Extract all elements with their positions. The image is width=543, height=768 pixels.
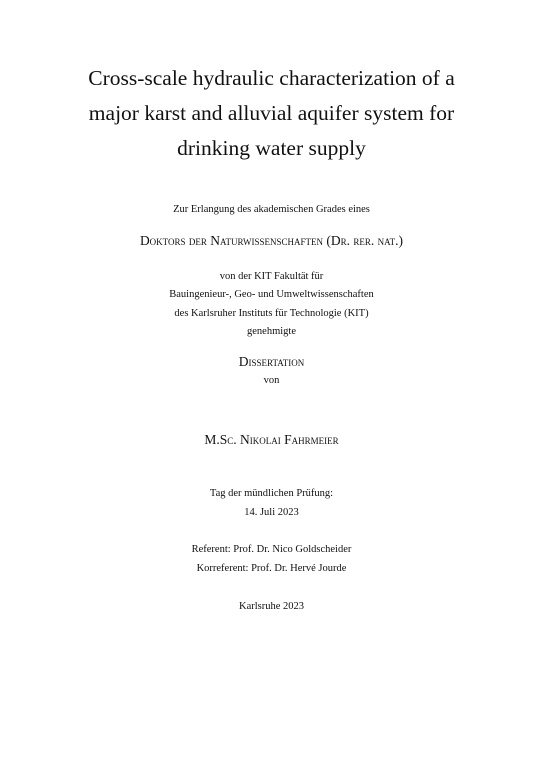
title-line-2: major karst and alluvial aquifer system for [88, 101, 455, 125]
author-name: M.Sc. Nikolai Fahrmeier [204, 432, 339, 447]
degree-title: Doktors der Naturwissenschaften (Dr. rer. nat.) [139, 233, 404, 248]
faculty-line-4: genehmigte [247, 326, 296, 337]
faculty-line-1: von der KIT Fakultät für [219, 271, 324, 282]
title-line-1: Cross-scale hydraulic characterization of a [88, 66, 455, 90]
degree-intro: Zur Erlangung des akademischen Grades eines [173, 204, 370, 215]
place-year: Karlsruhe 2023 [238, 601, 305, 612]
title-line-3: drinking water supply [177, 136, 366, 160]
document-type: Dissertation [238, 354, 305, 369]
exam-label: Tag der mündlichen Prüfung: [209, 488, 334, 499]
korreferent: Korreferent: Prof. Dr. Hervé Jourde [196, 563, 347, 574]
by-label: von [263, 375, 280, 386]
exam-date: 14. Juli 2023 [244, 507, 299, 518]
faculty-line-3: des Karlsruher Instituts für Technologie (KIT) [174, 308, 369, 319]
faculty-line-2: Bauingenieur-, Geo- und Umweltwissenschaften [169, 289, 374, 300]
referent: Referent: Prof. Dr. Nico Goldscheider [191, 544, 352, 555]
